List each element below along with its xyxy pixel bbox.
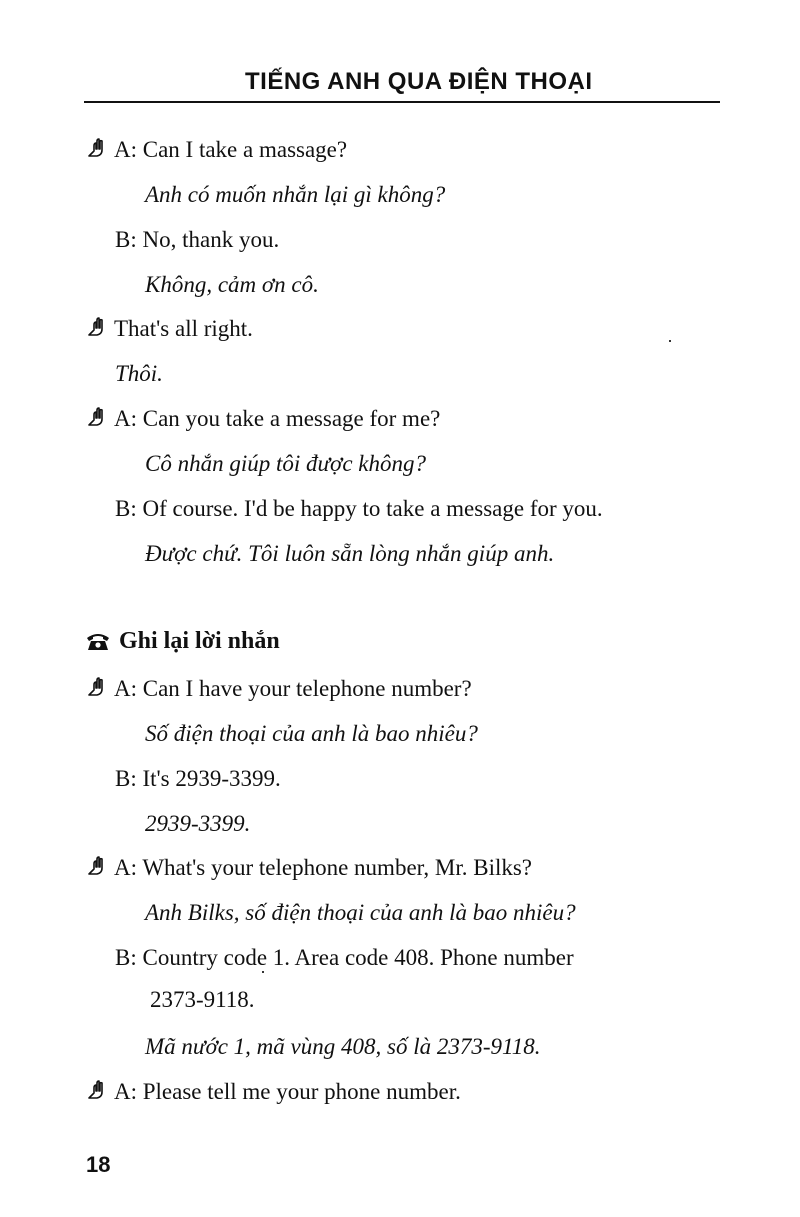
translation-line: 2939-3399. xyxy=(145,811,251,836)
translation-line: Thôi. xyxy=(115,361,163,386)
dialogue-line: That's all right. xyxy=(114,316,253,341)
dialogue-line-continuation: 2373-9118. xyxy=(150,987,255,1012)
pointing-hand-icon xyxy=(86,137,108,159)
translation-line: Cô nhắn giúp tôi được không? xyxy=(145,451,426,476)
dialogue-line: B: Country code 1. Area code 408. Phone number xyxy=(115,945,574,970)
translation-line: Anh có muốn nhắn lại gì không? xyxy=(145,182,446,207)
scan-speck xyxy=(669,340,671,342)
scan-speck xyxy=(262,971,264,973)
translation-line: Không, cảm ơn cô. xyxy=(145,272,319,297)
translation-line: Mã nước 1, mã vùng 408, số là 2373-9118. xyxy=(145,1034,541,1059)
translation-line: Số điện thoại của anh là bao nhiêu? xyxy=(145,721,478,746)
pointing-hand-icon xyxy=(86,676,108,698)
telephone-icon xyxy=(86,631,110,651)
dialogue-line: B: Of course. I'd be happy to take a message for you. xyxy=(115,496,603,521)
dialogue-line: A: Can I take a massage? xyxy=(114,137,348,162)
dialogue-line: A: Please tell me your phone number. xyxy=(114,1079,461,1104)
running-header: TIẾNG ANH QUA ĐIỆN THOẠI xyxy=(245,68,593,95)
page-number: 18 xyxy=(86,1152,111,1177)
pointing-hand-icon xyxy=(86,316,108,338)
pointing-hand-icon xyxy=(86,1079,108,1101)
translation-line: Anh Bilks, số điện thoại của anh là bao nhiêu? xyxy=(145,900,576,925)
pointing-hand-icon xyxy=(86,855,108,877)
header-rule xyxy=(84,101,720,103)
dialogue-line: A: Can you take a message for me? xyxy=(114,406,441,431)
dialogue-line: B: It's 2939-3399. xyxy=(115,766,281,791)
section-title: Ghi lại lời nhắn xyxy=(119,628,280,654)
pointing-hand-icon xyxy=(86,406,108,428)
dialogue-line: A: Can I have your telephone number? xyxy=(114,676,472,701)
dialogue-line: A: What's your telephone number, Mr. Bilks? xyxy=(114,855,533,880)
translation-line: Được chứ. Tôi luôn sẵn lòng nhắn giúp anh. xyxy=(145,541,555,566)
dialogue-line: B: No, thank you. xyxy=(115,227,280,252)
